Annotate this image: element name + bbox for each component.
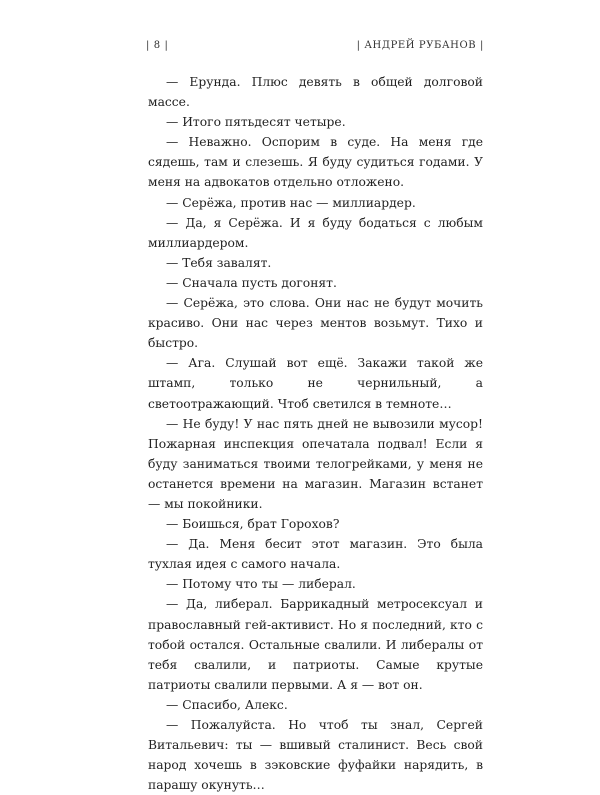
- paragraph: — Тебя завалят.: [166, 255, 272, 270]
- paragraph: — Серёжа, против нас — миллиардер.: [166, 195, 416, 210]
- paragraph: — Итого пятьдесят четыре.: [166, 115, 346, 130]
- paragraph: — Боишься, брат Горохов?: [166, 517, 340, 532]
- paragraph: — Сначала пусть догонят.: [166, 275, 337, 290]
- paragraph: — Ага. Слушай вот ещё. Закажи такой же штамп, только не чернильный, а светоотражающий. Чтоб светился в темноте…: [148, 356, 483, 411]
- paragraph: — Пожалуйста. Но чтоб ты знал, Сергей Витальевич: ты — вшивый сталинист. Весь свой народ хочешь в зэковские фуфайки нарядить, в парашу окунуть…: [148, 718, 483, 793]
- paragraph: — Неважно. Оспорим в суде. На меня где сядешь, там и слезешь. Я буду судиться годами. У меня на адвокатов отдельно отложено.: [148, 135, 483, 190]
- paragraph: — Спасибо, Алекс.: [166, 697, 288, 712]
- paragraph: — Ерунда. Плюс девять в общей долговой массе.: [148, 75, 483, 110]
- paragraph: — Не буду! У нас пять дней не вывозили мусор! Пожарная инспекция опечатала подвал! Если я буду заниматься твоими телогрейками, у меня не останется времени на магазин. Магазин встанет — мы покойники.: [148, 416, 483, 511]
- paragraph: — Да, я Серёжа. И я буду бодаться с любым миллиардером.: [148, 215, 483, 250]
- body-text: [148, 72, 483, 795]
- page-number: | 8 |: [146, 40, 169, 51]
- running-head: [146, 40, 484, 56]
- paragraph: — Да. Меня бесит этот магазин. Это была тухлая идея с самого начала.: [148, 537, 483, 572]
- paragraph: — Потому что ты — либерал.: [166, 577, 356, 592]
- paragraph: — Да, либерал. Баррикадный метросексуал и православный гей-активист. Но я последний, кто с тобой остался. Остальные свалили. И либералы от тебя свалили, и патриоты. Самые крутые патриоты свалили первыми. А я — вот он.: [148, 597, 483, 692]
- paragraph: — Серёжа, это слова. Они нас не будут мочить красиво. Они нас через ментов возьмут. Тихо и быстро.: [148, 296, 483, 351]
- book-author: | АНДРЕЙ РУБАНОВ |: [356, 40, 484, 51]
